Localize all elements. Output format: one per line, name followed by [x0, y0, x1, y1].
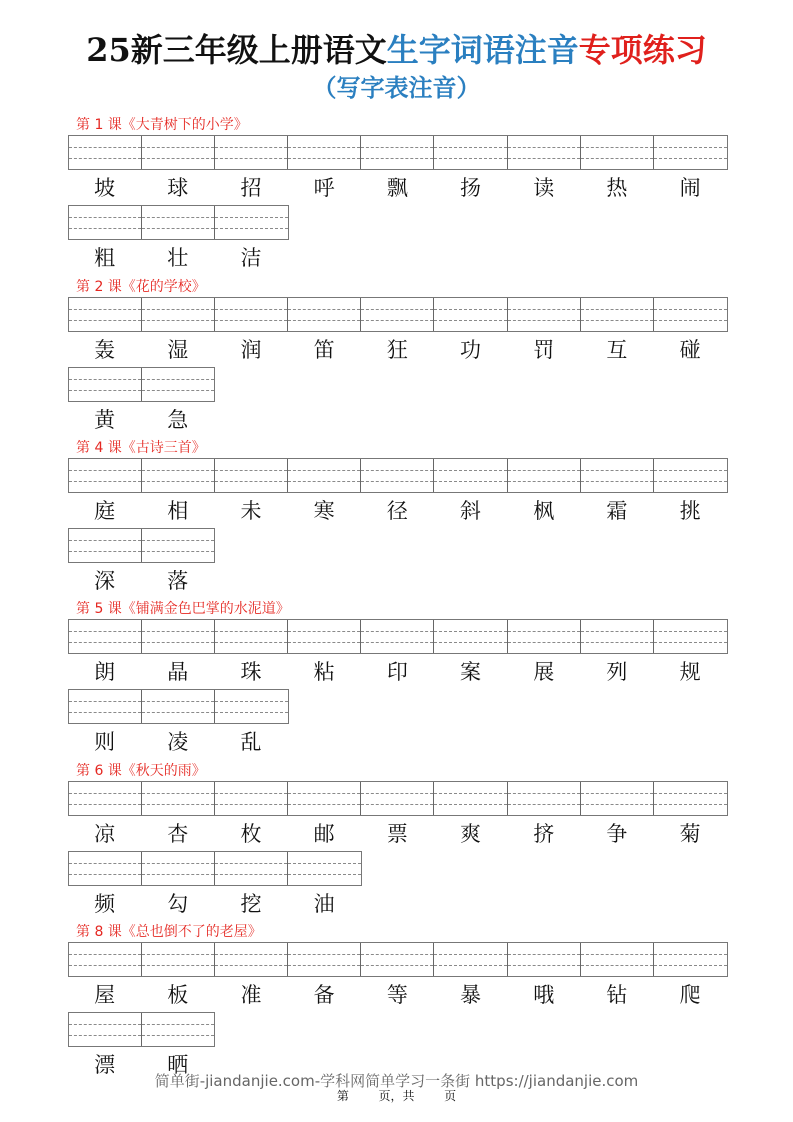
- hanzi-character: 票: [386, 822, 408, 846]
- hanzi-character: 频: [94, 892, 116, 916]
- page-subtitle: （写字表注音）: [312, 73, 481, 102]
- hanzi-character: 菊: [679, 822, 701, 846]
- hanzi-character: 读: [533, 176, 555, 200]
- hanzi-character: 热: [606, 176, 628, 200]
- hanzi-character: 晒: [167, 1053, 189, 1077]
- pinyin-cell[interactable]: [434, 298, 507, 331]
- pinyin-cell[interactable]: [69, 459, 142, 492]
- character-row: [68, 567, 214, 595]
- lesson-title: 第 8 课《总也倒不了的老屋》: [76, 924, 262, 940]
- lesson-title: 第 2 课《花的学校》: [76, 279, 206, 295]
- pinyin-cell[interactable]: [508, 459, 581, 492]
- pinyin-cell[interactable]: [142, 782, 215, 815]
- pinyin-cell[interactable]: [69, 690, 142, 723]
- pinyin-cell[interactable]: [69, 136, 142, 169]
- pinyin-cell[interactable]: [508, 782, 581, 815]
- pinyin-cell[interactable]: [434, 136, 507, 169]
- hanzi-character: 坡: [94, 176, 116, 200]
- pinyin-cell[interactable]: [142, 206, 215, 239]
- pinyin-cell[interactable]: [581, 459, 654, 492]
- hanzi-character: 壮: [167, 246, 189, 270]
- hanzi-character: 暴: [460, 983, 482, 1007]
- hanzi-character: 落: [167, 569, 189, 593]
- pinyin-cell[interactable]: [142, 136, 215, 169]
- hanzi-character: 扬: [460, 176, 482, 200]
- pinyin-writing-grid: [68, 458, 728, 493]
- hanzi-character: 狂: [386, 338, 408, 362]
- pinyin-cell[interactable]: [69, 782, 142, 815]
- pinyin-cell[interactable]: [434, 620, 507, 653]
- pinyin-cell[interactable]: [508, 620, 581, 653]
- page-number: [0, 1087, 793, 1104]
- pinyin-writing-grid: [68, 205, 289, 240]
- pinyin-cell[interactable]: [434, 782, 507, 815]
- pinyin-writing-grid: [68, 528, 215, 563]
- pinyin-cell[interactable]: [69, 852, 142, 885]
- hanzi-character: 斜: [460, 499, 482, 523]
- lesson-title: 第 6 课《秋天的雨》: [76, 763, 206, 779]
- pinyin-cell[interactable]: [434, 943, 507, 976]
- hanzi-character: 屋: [94, 983, 116, 1007]
- title-black-part: 25新三年级上册语文: [86, 31, 387, 69]
- hanzi-character: 霜: [606, 499, 628, 523]
- pinyin-writing-grid: [68, 297, 728, 332]
- pinyin-cell[interactable]: [142, 852, 215, 885]
- hanzi-character: 枚: [240, 822, 262, 846]
- pinyin-cell[interactable]: [654, 298, 727, 331]
- pinyin-cell[interactable]: [508, 136, 581, 169]
- hanzi-character: 寒: [313, 499, 335, 523]
- lesson-title: 第 1 课《大青树下的小学》: [76, 117, 248, 133]
- pinyin-cell[interactable]: [654, 459, 727, 492]
- title-blue-part: 生字词语注音: [386, 31, 579, 69]
- hanzi-character: 列: [606, 660, 628, 684]
- pinyin-writing-grid: [68, 1012, 215, 1047]
- hanzi-character: 规: [679, 660, 701, 684]
- pinyin-cell[interactable]: [69, 298, 142, 331]
- pinyin-cell[interactable]: [361, 459, 434, 492]
- pinyin-writing-grid: [68, 942, 728, 977]
- pinyin-cell[interactable]: [654, 943, 727, 976]
- character-row: [68, 336, 727, 364]
- pinyin-cell[interactable]: [581, 136, 654, 169]
- pinyin-cell[interactable]: [581, 620, 654, 653]
- hanzi-character: 招: [240, 176, 262, 200]
- pinyin-writing-grid: [68, 135, 728, 170]
- hanzi-character: 邮: [313, 822, 335, 846]
- character-row: [68, 658, 727, 686]
- hanzi-character: 勾: [167, 892, 189, 916]
- pinyin-cell[interactable]: [361, 136, 434, 169]
- pinyin-cell[interactable]: [142, 690, 215, 723]
- pinyin-cell[interactable]: [142, 529, 215, 562]
- hanzi-character: 则: [94, 730, 116, 754]
- page-word-1: 第: [336, 1089, 349, 1103]
- hanzi-character: 粗: [94, 246, 116, 270]
- hanzi-character: 呼: [313, 176, 335, 200]
- hanzi-character: 准: [240, 983, 262, 1007]
- pinyin-cell[interactable]: [288, 459, 361, 492]
- hanzi-character: 粘: [313, 660, 335, 684]
- pinyin-cell[interactable]: [69, 206, 142, 239]
- page-title: [0, 30, 793, 70]
- pinyin-cell[interactable]: [581, 298, 654, 331]
- pinyin-cell[interactable]: [142, 459, 215, 492]
- pinyin-cell[interactable]: [69, 529, 142, 562]
- character-row: [68, 728, 288, 756]
- pinyin-cell[interactable]: [288, 782, 361, 815]
- hanzi-character: 功: [460, 338, 482, 362]
- hanzi-character: 展: [533, 660, 555, 684]
- pinyin-cell[interactable]: [581, 943, 654, 976]
- hanzi-character: 晶: [167, 660, 189, 684]
- pinyin-cell[interactable]: [69, 620, 142, 653]
- pinyin-cell[interactable]: [361, 298, 434, 331]
- hanzi-character: 朗: [94, 660, 116, 684]
- character-row: [68, 890, 361, 918]
- pinyin-cell[interactable]: [215, 206, 288, 239]
- pinyin-cell[interactable]: [215, 782, 288, 815]
- hanzi-character: 闹: [679, 176, 701, 200]
- hanzi-character: 油: [313, 892, 335, 916]
- pinyin-cell[interactable]: [215, 298, 288, 331]
- hanzi-character: 印: [386, 660, 408, 684]
- pinyin-cell[interactable]: [288, 620, 361, 653]
- pinyin-cell[interactable]: [508, 943, 581, 976]
- lesson-title: 第 4 课《古诗三首》: [76, 440, 206, 456]
- pinyin-writing-grid: [68, 367, 215, 402]
- pinyin-writing-grid: [68, 781, 728, 816]
- pinyin-cell[interactable]: [288, 943, 361, 976]
- character-row: [68, 174, 727, 202]
- hanzi-character: 洁: [240, 246, 262, 270]
- watermark: 简单街-jiandanjie.com-学科网简单学习一条街 https://jiandanjie.com: [154, 1072, 639, 1090]
- pinyin-cell[interactable]: [215, 852, 288, 885]
- pinyin-cell[interactable]: [434, 459, 507, 492]
- pinyin-cell[interactable]: [215, 136, 288, 169]
- pinyin-cell[interactable]: [654, 136, 727, 169]
- hanzi-character: 罚: [533, 338, 555, 362]
- pinyin-cell[interactable]: [215, 620, 288, 653]
- hanzi-character: 未: [240, 499, 262, 523]
- hanzi-character: 飘: [386, 176, 408, 200]
- pinyin-writing-grid: [68, 619, 728, 654]
- character-row: [68, 981, 727, 1009]
- hanzi-character: 黄: [94, 408, 116, 432]
- pinyin-cell[interactable]: [361, 620, 434, 653]
- hanzi-character: 庭: [94, 499, 116, 523]
- hanzi-character: 互: [606, 338, 628, 362]
- pinyin-cell[interactable]: [69, 1013, 142, 1046]
- hanzi-character: 枫: [533, 499, 555, 523]
- pinyin-cell[interactable]: [508, 298, 581, 331]
- page-word-2: 页，共: [378, 1089, 415, 1103]
- character-row: [68, 406, 214, 434]
- hanzi-character: 钻: [606, 983, 628, 1007]
- hanzi-character: 笛: [313, 338, 335, 362]
- hanzi-character: 相: [167, 499, 189, 523]
- hanzi-character: 挑: [679, 499, 701, 523]
- hanzi-character: 润: [240, 338, 262, 362]
- hanzi-character: 爽: [460, 822, 482, 846]
- pinyin-cell[interactable]: [581, 782, 654, 815]
- pinyin-cell[interactable]: [215, 459, 288, 492]
- pinyin-cell[interactable]: [142, 943, 215, 976]
- hanzi-character: 争: [606, 822, 628, 846]
- pinyin-cell[interactable]: [654, 782, 727, 815]
- character-row: [68, 497, 727, 525]
- pinyin-cell[interactable]: [69, 943, 142, 976]
- hanzi-character: 碰: [679, 338, 701, 362]
- hanzi-character: 湿: [167, 338, 189, 362]
- pinyin-writing-grid: [68, 689, 289, 724]
- hanzi-character: 板: [167, 983, 189, 1007]
- hanzi-character: 乱: [240, 730, 262, 754]
- hanzi-character: 轰: [94, 338, 116, 362]
- hanzi-character: 深: [94, 569, 116, 593]
- hanzi-character: 爬: [679, 983, 701, 1007]
- hanzi-character: 哦: [533, 983, 555, 1007]
- pinyin-cell[interactable]: [142, 368, 215, 401]
- hanzi-character: 杏: [167, 822, 189, 846]
- lesson-title: 第 5 课《铺满金色巴掌的水泥道》: [76, 601, 290, 617]
- hanzi-character: 凉: [94, 822, 116, 846]
- hanzi-character: 球: [167, 176, 189, 200]
- pinyin-cell[interactable]: [361, 782, 434, 815]
- hanzi-character: 急: [167, 408, 189, 432]
- hanzi-character: 等: [386, 983, 408, 1007]
- hanzi-character: 挤: [533, 822, 555, 846]
- pinyin-cell[interactable]: [69, 368, 142, 401]
- hanzi-character: 凌: [167, 730, 189, 754]
- pinyin-cell[interactable]: [215, 943, 288, 976]
- character-row: [68, 244, 288, 272]
- pinyin-cell[interactable]: [288, 136, 361, 169]
- title-red-part: 专项练习: [578, 31, 707, 69]
- hanzi-character: 案: [460, 660, 482, 684]
- pinyin-cell[interactable]: [142, 1013, 215, 1046]
- pinyin-writing-grid: [68, 851, 362, 886]
- hanzi-character: 漂: [94, 1053, 116, 1077]
- pinyin-cell[interactable]: [215, 690, 288, 723]
- character-row: [68, 820, 727, 848]
- page-word-3: 页: [444, 1089, 457, 1103]
- pinyin-cell[interactable]: [288, 852, 361, 885]
- pinyin-cell[interactable]: [142, 298, 215, 331]
- hanzi-character: 珠: [240, 660, 262, 684]
- pinyin-cell[interactable]: [654, 620, 727, 653]
- pinyin-cell[interactable]: [361, 943, 434, 976]
- hanzi-character: 径: [386, 499, 408, 523]
- hanzi-character: 挖: [240, 892, 262, 916]
- pinyin-cell[interactable]: [142, 620, 215, 653]
- pinyin-cell[interactable]: [288, 298, 361, 331]
- hanzi-character: 备: [313, 983, 335, 1007]
